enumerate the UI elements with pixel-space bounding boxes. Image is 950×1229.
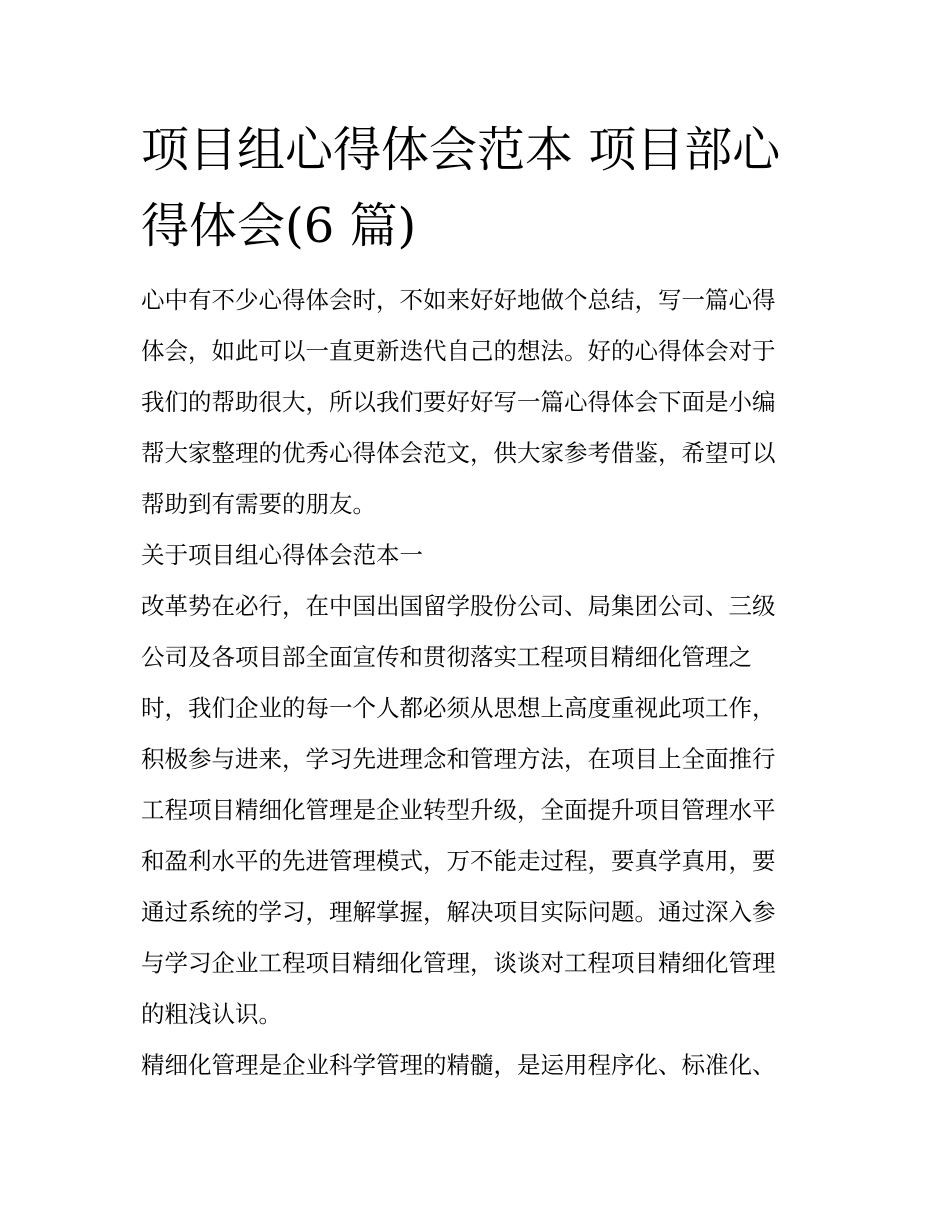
text-line: 积极参与进来，学习先进理念和管理方法，在项目上全面推行 — [141, 745, 776, 773]
text-line: 我们的帮助很大，所以我们要好好写一篇心得体会下面是小编 — [141, 388, 776, 416]
text-line: 通过系统的学习，理解掌握，解决项目实际问题。通过深入参 — [141, 898, 776, 926]
section-heading-text: 关于项目组心得体会范本一 — [141, 541, 423, 569]
text-line: 工程项目精细化管理是企业转型升级，全面提升项目管理水平 — [141, 796, 776, 824]
document-body — [141, 275, 821, 1091]
text-line: 精细化管理是企业科学管理的精髓，是运用程序化、标准化、 — [141, 1051, 776, 1079]
title-line: 得体会(6 篇) — [141, 198, 417, 254]
text-line: 公司及各项目部全面宣传和贯彻落实工程项目精细化管理之 — [141, 643, 752, 671]
text-line: 改革势在必行，在中国出国留学股份公司、局集团公司、三级 — [141, 592, 776, 620]
text-line: 心中有不少心得体会时，不如来好好地做个总结，写一篇心得 — [141, 286, 776, 314]
text-line: 和盈利水平的先进管理模式，万不能走过程，要真学真用，要 — [141, 847, 776, 875]
text-line: 帮大家整理的优秀心得体会范文，供大家参考借鉴，希望可以 — [141, 439, 776, 467]
section-heading — [141, 530, 821, 581]
body-paragraph — [141, 1040, 821, 1091]
text-line: 帮助到有需要的朋友。 — [141, 490, 376, 518]
body-paragraph — [141, 581, 821, 1040]
title-line: 项目组心得体会范本 项目部心 — [141, 122, 781, 178]
text-line: 时，我们企业的每一个人都必须从思想上高度重视此项工作， — [141, 694, 776, 722]
document-title — [141, 112, 821, 264]
document-page — [141, 112, 821, 1091]
intro-paragraph — [141, 275, 821, 530]
text-line: 与学习企业工程项目精细化管理，谈谈对工程项目精细化管理 — [141, 949, 776, 977]
text-line: 的粗浅认识。 — [141, 1000, 282, 1028]
text-line: 体会，如此可以一直更新迭代自己的想法。好的心得体会对于 — [141, 337, 776, 365]
